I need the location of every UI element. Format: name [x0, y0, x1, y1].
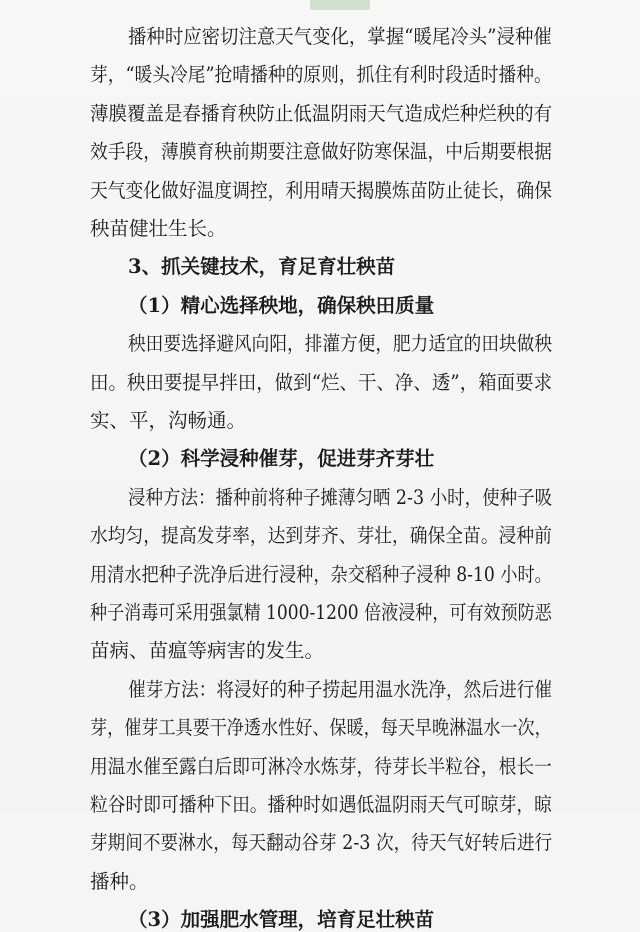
paragraph-line: 薄膜覆盖是春播育秧防止低温阴雨天气造成烂种烂秧的有 [90, 101, 553, 125]
paragraph-line: 田。秧田要提早拌田，做到“烂、干、净、透”，箱面要求 [90, 370, 553, 394]
subsection-heading: （3）加强肥水管理，培育足壮秧苗 [128, 908, 435, 932]
paragraph-line: 秧苗健壮生长。 [90, 217, 227, 240]
paragraph-line: 芽，催芽工具要干净透水性好、保暖，每天早晚淋温水一次， [90, 716, 552, 740]
paragraph-line: 种子消毒可采用强氯精 1000-1200 倍液浸种，可有效预防恶 [90, 601, 552, 624]
paragraph-line: 用清水把种子洗净后进行浸种，杂交稻种子浸种 8-10 小时。 [90, 562, 552, 586]
paragraph-line: 水均匀，提高发芽率，达到芽齐、芽壮，确保全苗。浸种前 [90, 524, 552, 548]
paragraph-line: 播种时应密切注意天气变化，掌握“暖尾冷头”浸种催 [128, 25, 552, 48]
paragraph-line: 天气变化做好温度调控，利用晴天揭膜炼苗防止徒长，确保 [90, 178, 552, 202]
paragraph-line: 效手段，薄膜育秧前期要注意做好防寒保温，中后期要根据 [90, 140, 552, 164]
section-heading: 3、抓关键技术，育足育壮秧苗 [128, 255, 396, 279]
paragraph-line: 浸种方法：播种前将种子摊薄匀晒 2-3 小时，使种子吸 [128, 485, 553, 509]
subsection-heading: （1）精心选择秧地，确保秧田质量 [128, 293, 435, 317]
paragraph-line: 播种。 [90, 869, 149, 893]
header-mark [310, 0, 370, 10]
paragraph-line: 粒谷时即可播种下田。播种时如遇低温阴雨天气可晾芽，晾 [90, 793, 552, 816]
paragraph-line: 秧田要选择避风向阳，排灌方便，肥力适宜的田块做秧 [128, 332, 553, 356]
paragraph-line: 实、平，沟畅通。 [90, 409, 247, 432]
paragraph-line: 用温水催至露白后即可淋冷水炼芽，待芽长半粒谷，根长一 [90, 754, 552, 778]
paragraph-line: 苗病、苗瘟等病害的发生。 [90, 639, 325, 663]
subsection-heading: （2）科学浸种催芽，促进芽齐芽壮 [128, 447, 435, 471]
paragraph-line: 芽，“暖头冷尾”抢晴播种的原则，抓住有利时段适时播种。 [90, 63, 552, 87]
paragraph-line: 芽期间不要淋水，每天翻动谷芽 2-3 次，待天气好转后进行 [90, 831, 553, 855]
paragraph-line: 催芽方法：将浸好的种子捞起用温水洗净，然后进行催 [128, 677, 553, 701]
